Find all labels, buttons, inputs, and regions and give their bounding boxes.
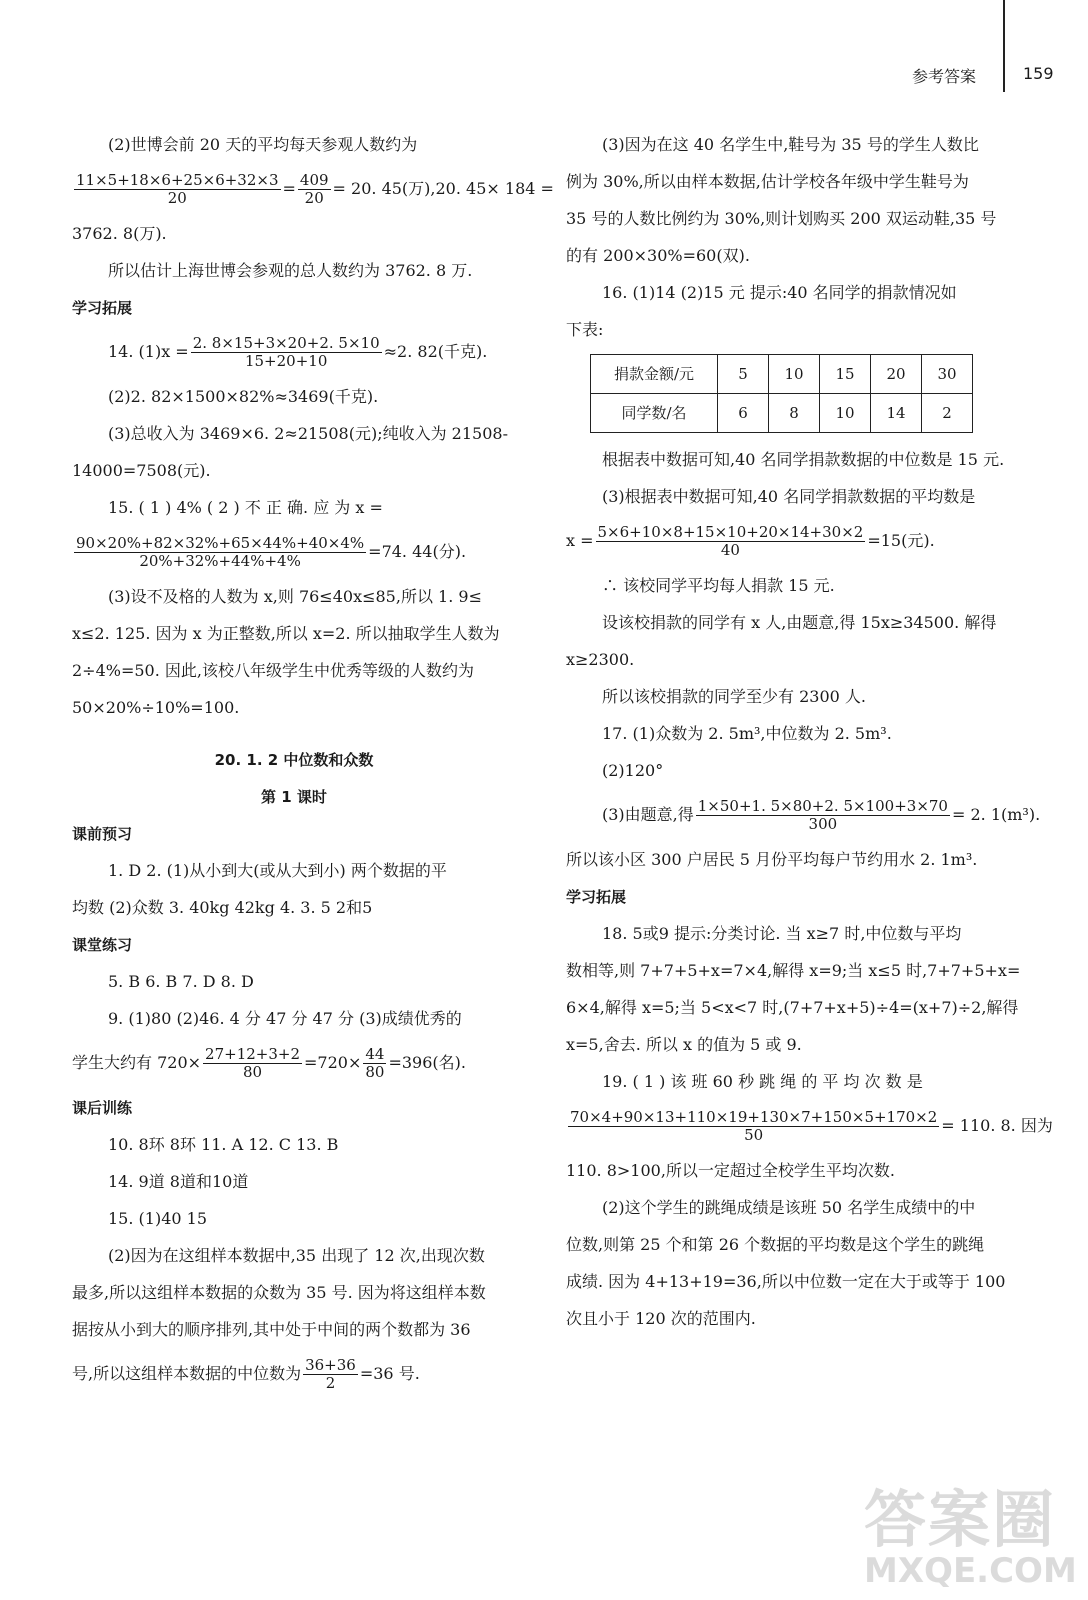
text: 14. (1)x = [108, 342, 189, 361]
text-line: 19. ( 1 ) 该 班 60 秒 跳 绳 的 平 均 次 数 是 [602, 1071, 923, 1091]
table-cell: 14 [871, 394, 922, 433]
fraction [596, 524, 866, 559]
text-line: (2)2. 82×1500×82%≈3469(千克). [108, 386, 379, 406]
text-line: (3)因为在这 40 名学生中,鞋号为 35 号的学生人数比 [602, 134, 979, 154]
text-line: 6×4,解得 x=5;当 5<x<7 时,(7+7+x+5)÷4=(x+7)÷2,解得 [566, 997, 1019, 1017]
denominator: 15+20+10 [244, 351, 328, 370]
text-line: ∴ 该校同学平均每人捐款 15 元. [602, 575, 835, 595]
numerator: 27+12+3+2 [205, 1044, 301, 1063]
fraction [568, 1109, 939, 1144]
text: = 2. 1(m³). [951, 805, 1041, 824]
text-line: 15. ( 1 ) 4% ( 2 ) 不 正 确. 应 为 x = [108, 497, 383, 517]
watermark-url: MXQE.COM [864, 1551, 1077, 1591]
text-line: 3762. 8(万). [72, 223, 167, 243]
text-line: (2)因为在这组样本数据中,35 出现了 12 次,出现次数 [108, 1245, 485, 1265]
table-cell: 2 [922, 394, 973, 433]
table-cell: 5 [718, 355, 769, 394]
text-line: (3)设不及格的人数为 x,则 76≤40x≤85,所以 1. 9≤ [108, 586, 482, 606]
section-heading: 课堂练习 [72, 935, 133, 954]
table-cell: 8 [769, 394, 820, 433]
row-header: 捐款金额/元 [591, 355, 718, 394]
text-line: 50×20%÷10%=100. [72, 697, 240, 717]
formula-line [566, 515, 1008, 567]
formula-line [72, 163, 554, 215]
numerator: 36+36 [305, 1355, 356, 1374]
text-line: 均数 (2)众数 3. 40kg 42kg 4. 3. 5 2和5 [72, 897, 373, 917]
denominator: 80 [242, 1062, 263, 1081]
denominator: 20 [167, 188, 187, 207]
page-number: 159 [1023, 64, 1054, 83]
table-cell: 10 [769, 355, 820, 394]
text-line: 110. 8>100,所以一定超过全校学生平均次数. [566, 1160, 896, 1180]
text-line: (2)这个学生的跳绳成绩是该班 50 名学生成绩中的中 [602, 1197, 976, 1217]
text: = [282, 179, 296, 198]
numerator: 11×5+18×6+25×6+32×3 [76, 170, 279, 189]
section-heading: 学习拓展 [72, 298, 133, 317]
text-line: 17. (1)众数为 2. 5m³,中位数为 2. 5m³. [602, 723, 892, 743]
formula-line [566, 789, 1041, 841]
denominator: 50 [744, 1125, 764, 1144]
text-line: 成绩. 因为 4+13+19=36,所以中位数一定在大于或等于 100 [566, 1271, 1006, 1291]
fraction [303, 1357, 358, 1392]
text: ≈2. 82(千克). [383, 342, 488, 361]
formula-line [72, 326, 516, 378]
text: = 110. 8. 因为 [941, 1116, 1053, 1135]
section-title: 20. 1. 2 中位数和众数 [214, 750, 374, 769]
header-title: 参考答案 [912, 67, 977, 86]
text: =36 号. [359, 1364, 420, 1383]
section-heading: 学习拓展 [566, 887, 627, 906]
text-line: (2)世博会前 20 天的平均每天参观人数约为 [108, 134, 418, 154]
right-column [566, 126, 1053, 1337]
formula-line [72, 1037, 516, 1089]
fraction [74, 172, 281, 207]
denominator: 300 [808, 814, 838, 833]
watermark-text: 答案圈 [864, 1483, 1057, 1556]
formula-line [72, 1348, 516, 1400]
table-row [591, 394, 973, 433]
denominator: 80 [365, 1062, 385, 1081]
fraction [298, 172, 331, 207]
numerator: 70×4+90×13+110×19+130×7+150×5+170×2 [570, 1107, 938, 1126]
table-cell: 20 [871, 355, 922, 394]
text-line: 35 号的人数比例约为 30%,则计划购买 200 双运动鞋,35 号 [566, 208, 997, 228]
text-line: 所以该校捐款的同学至少有 2300 人. [602, 686, 866, 706]
text: =720× [304, 1053, 362, 1072]
text: = 20. 45(万),20. 45× 184 = [332, 179, 554, 198]
text-line: x≥2300. [566, 649, 635, 669]
text-line: 位数,则第 25 个和第 26 个数据的平均数是这个学生的跳绳 [566, 1234, 985, 1254]
text-line: 1. D 2. (1)从小到大(或从大到小) 两个数据的平 [108, 860, 447, 880]
donation-table [590, 354, 973, 433]
text-line: 18. 5或9 提示:分类讨论. 当 x≥7 时,中位数与平均 [602, 923, 962, 943]
text: =15(元). [867, 531, 935, 550]
text: =396(名). [388, 1053, 466, 1072]
section-heading: 课后训练 [72, 1098, 133, 1117]
text: 学生大约有 720× [72, 1053, 202, 1072]
text-line: 16. (1)14 (2)15 元 提示:40 名同学的捐款情况如 [602, 282, 957, 302]
text-line: 例为 30%,所以由样本数据,估计学校各年级中学生鞋号为 [566, 171, 969, 191]
text-line: 10. 8环 8环 11. A 12. C 13. B [108, 1134, 339, 1154]
text-line: 所以该小区 300 户居民 5 月份平均每户节约用水 2. 1m³. [566, 849, 978, 869]
fraction [74, 535, 366, 570]
left-column [72, 126, 554, 1400]
numerator: 1×50+1. 5×80+2. 5×100+3×70 [697, 796, 948, 815]
spacer [72, 726, 516, 741]
text-line: 设该校捐款的同学有 x 人,由题意,得 15x≥34500. 解得 [602, 612, 997, 632]
watermark-logo [864, 1470, 1077, 1591]
text-line: x=5,舍去. 所以 x 的值为 5 或 9. [566, 1034, 802, 1054]
row-header: 同学数/名 [591, 394, 718, 433]
text-line: 最多,所以这组样本数据的众数为 35 号. 因为将这组样本数 [72, 1282, 486, 1302]
text-line: 据按从小到大的顺序排列,其中处于中间的两个数都为 36 [72, 1319, 471, 1339]
lesson-title: 第 1 课时 [261, 787, 327, 806]
numerator: 2. 8×15+3×20+2. 5×10 [192, 333, 380, 352]
numerator: 409 [299, 170, 329, 189]
denominator: 40 [720, 540, 740, 559]
fraction [696, 798, 950, 833]
fraction [203, 1046, 302, 1081]
text-line: 15. (1)40 15 [108, 1208, 207, 1228]
text-line: 的有 200×30%=60(双). [566, 245, 750, 265]
table-cell: 10 [820, 394, 871, 433]
numerator: 90×20%+82×32%+65×44%+40×4% [76, 533, 365, 552]
text: (3)由题意,得 [602, 805, 694, 824]
table-cell: 6 [718, 394, 769, 433]
text: x = [566, 531, 594, 550]
text-line: 14000=7508(元). [72, 460, 211, 480]
text-line: 14. 9道 8道和10道 [108, 1171, 249, 1191]
formula-line [566, 1100, 1053, 1152]
text-line: 数相等,则 7+7+5+x=7×4,解得 x=9;当 x≤5 时,7+7+5+x= [566, 960, 1021, 980]
table-row [591, 355, 973, 394]
text-line: 9. (1)80 (2)46. 4 分 47 分 47 分 (3)成绩优秀的 [108, 1008, 462, 1028]
numerator: 5×6+10×8+15×10+20×14+30×2 [597, 522, 864, 541]
section-heading: 课前预习 [72, 824, 133, 843]
numerator: 44 [365, 1044, 385, 1063]
text-line: 所以估计上海世博会参观的总人数约为 3762. 8 万. [108, 260, 473, 280]
text: 号,所以这组样本数据的中位数为 [72, 1364, 302, 1383]
table-cell: 30 [922, 355, 973, 394]
formula-line [72, 526, 516, 578]
header-divider [1003, 0, 1005, 92]
text-line: 次且小于 120 次的范围内. [566, 1308, 756, 1328]
text-line: x≤2. 125. 因为 x 为正整数,所以 x=2. 所以抽取学生人数为 [72, 623, 500, 643]
denominator: 2 [325, 1373, 336, 1392]
text-line: 5. B 6. B 7. D 8. D [108, 971, 254, 991]
fraction [191, 335, 382, 370]
text-line: 下表: [566, 319, 604, 339]
denominator: 20 [304, 188, 324, 207]
text-line: 2÷4%=50. 因此,该校八年级学生中优秀等级的人数约为 [72, 660, 474, 680]
text: =74. 44(分). [368, 542, 467, 561]
text-line: (3)根据表中数据可知,40 名同学捐款数据的平均数是 [602, 486, 976, 506]
text-line: (3)总收入为 3469×6. 2≈21508(元);纯收入为 21508- [108, 423, 508, 443]
denominator: 20%+32%+44%+4% [139, 551, 301, 570]
text-line: 根据表中数据可知,40 名同学捐款数据的中位数是 15 元. [602, 449, 1005, 469]
table-cell: 15 [820, 355, 871, 394]
text-line: (2)120° [602, 760, 664, 780]
fraction [363, 1046, 386, 1081]
